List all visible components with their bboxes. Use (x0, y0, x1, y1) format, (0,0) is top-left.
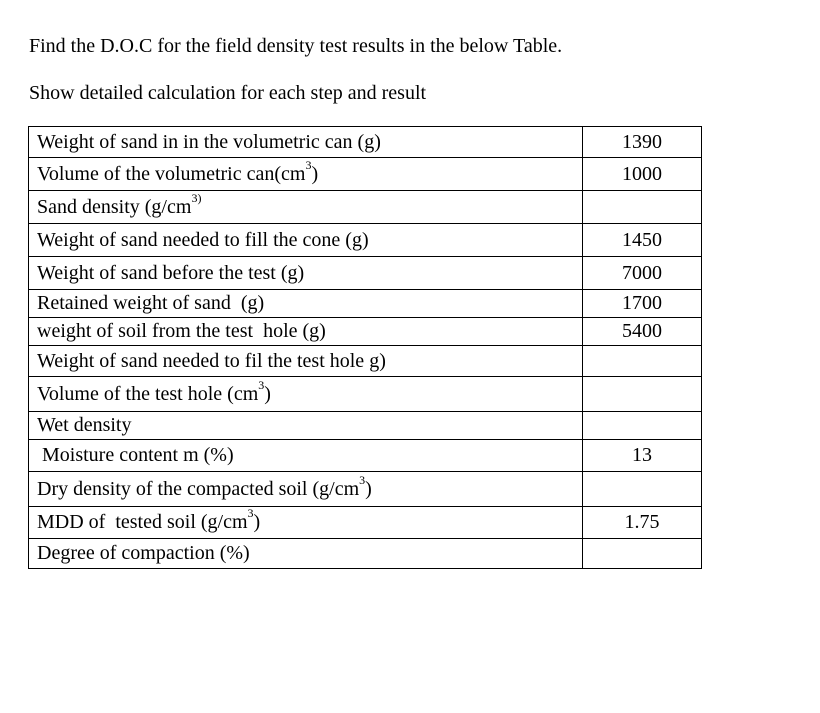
value-cell (583, 191, 702, 224)
value-cell (583, 412, 702, 440)
superscript: 3 (359, 472, 366, 487)
value-cell (583, 539, 702, 569)
value-cell: 13 (583, 440, 702, 472)
parameter-label: Weight of sand needed to fill the cone (g) (37, 228, 369, 251)
table-row (29, 158, 702, 191)
superscript: 3 (258, 377, 265, 392)
superscript: 3) (191, 190, 202, 205)
parameter-label: Volume of the volumetric can(cm (37, 162, 306, 185)
parameter-label: MDD of tested soil (g/cm (37, 511, 248, 533)
document-title: Find the D.O.C for the field density test results in the below Table. (29, 35, 563, 57)
parameter-label: Wet density (37, 414, 132, 436)
field-density-table (28, 126, 702, 569)
table-row (29, 507, 702, 539)
table-row (29, 412, 702, 440)
parameter-label: Volume of the test hole (cm (37, 382, 259, 405)
parameter-label: Weight of sand in in the volumetric can (g) (37, 130, 381, 153)
table-row (29, 346, 702, 377)
table-row (29, 290, 702, 318)
parameter-label: Dry density of the compacted soil (g/cm (37, 477, 360, 500)
value-cell: 5400 (583, 318, 702, 346)
value-cell (583, 346, 702, 377)
superscript: 3 (247, 506, 254, 521)
parameter-label: weight of soil from the test hole (g) (37, 320, 326, 342)
table-row (29, 539, 702, 569)
value-cell: 1.75 (583, 507, 702, 539)
parameter-cell (29, 377, 583, 412)
value-cell: 1000 (583, 158, 702, 191)
parameter-cell (29, 346, 583, 377)
parameter-cell (29, 191, 583, 224)
parameter-label-end: ) (311, 162, 319, 185)
parameter-cell (29, 158, 583, 191)
parameter-cell (29, 257, 583, 290)
parameter-label: Retained weight of sand (g) (37, 292, 265, 314)
table-row (29, 377, 702, 412)
parameter-label: Moisture content m (%) (37, 444, 234, 466)
parameter-label: Sand density (g/cm (37, 195, 192, 218)
table-row (29, 127, 702, 158)
instruction-text: Show detailed calculation for each step and result (29, 82, 427, 104)
parameter-cell (29, 539, 583, 569)
value-cell: 1700 (583, 290, 702, 318)
parameter-cell (29, 290, 583, 318)
parameter-cell (29, 224, 583, 257)
parameter-cell (29, 507, 583, 539)
parameter-label: Weight of sand before the test (g) (37, 261, 305, 284)
parameter-label-end: ) (253, 511, 261, 533)
parameter-cell (29, 318, 583, 346)
parameter-label-end: ) (264, 382, 271, 405)
table-row (29, 472, 702, 507)
parameter-cell (29, 412, 583, 440)
parameter-label: Degree of compaction (%) (37, 542, 250, 564)
table-row (29, 257, 702, 290)
parameter-cell (29, 440, 583, 472)
table-row (29, 318, 702, 346)
value-cell (583, 377, 702, 412)
value-cell: 1450 (583, 224, 702, 257)
value-cell (583, 472, 702, 507)
table-row (29, 440, 702, 472)
parameter-cell (29, 127, 583, 158)
parameter-label-end: ) (365, 477, 372, 500)
parameter-label: Weight of sand needed to fil the test hole g) (37, 349, 386, 372)
table-row (29, 191, 702, 224)
superscript: 3 (305, 157, 312, 172)
table-row (29, 224, 702, 257)
value-cell: 7000 (583, 257, 702, 290)
value-cell: 1390 (583, 127, 702, 158)
parameter-cell (29, 472, 583, 507)
